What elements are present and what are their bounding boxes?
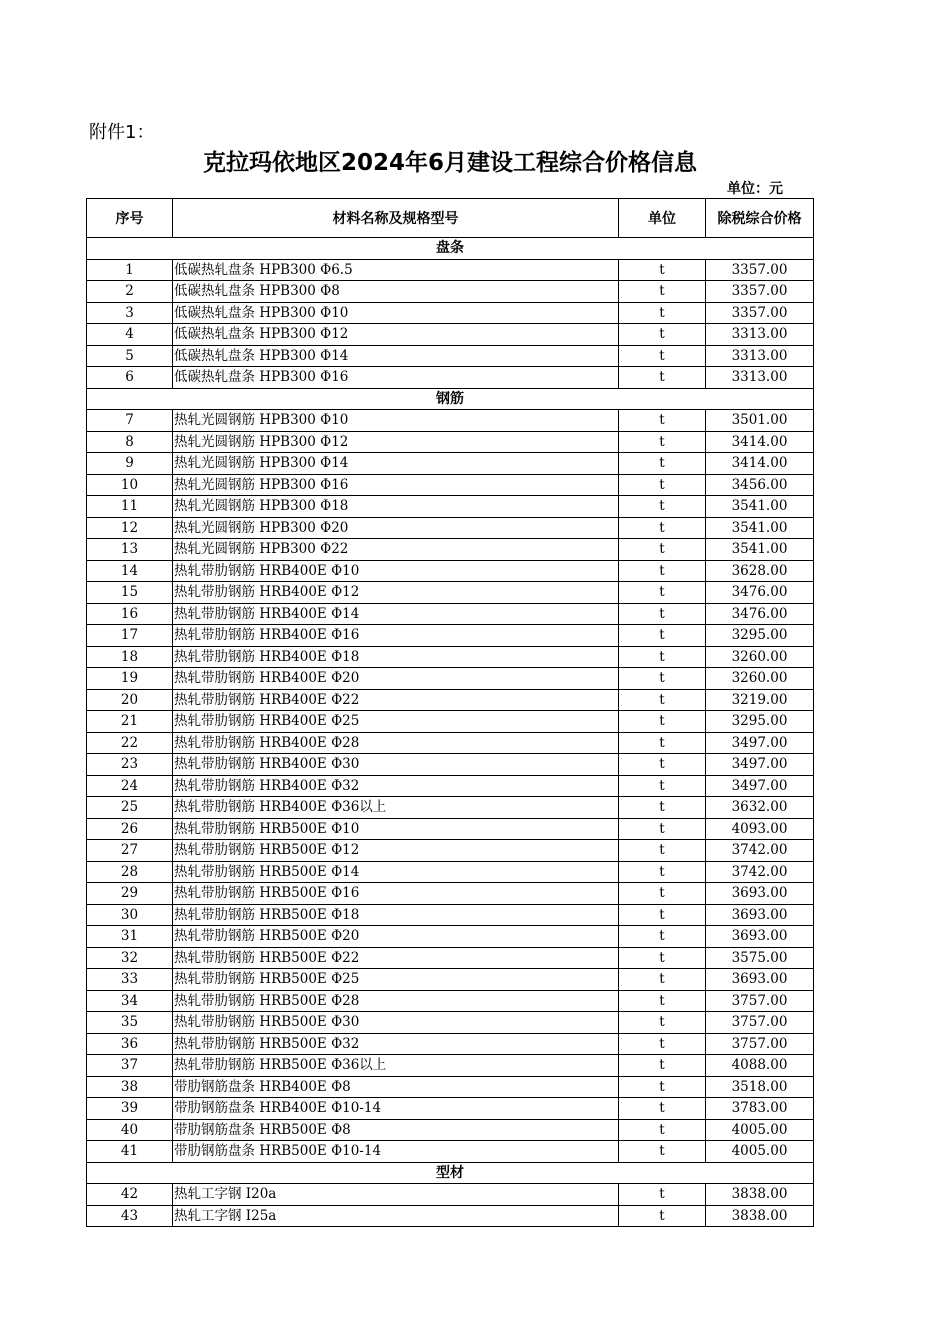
price-cell: 3260.00 (706, 668, 814, 690)
material-name-cell: 热轧带肋钢筋 HRB400E Φ14 (173, 603, 619, 625)
row-number-cell: 31 (87, 926, 173, 948)
row-number-cell: 7 (87, 410, 173, 432)
material-name-cell: 热轧带肋钢筋 HRB500E Φ22 (173, 947, 619, 969)
unit-cell: t (619, 754, 706, 776)
material-name-cell: 低碳热轧盘条 HPB300 Φ10 (173, 302, 619, 324)
price-cell: 3476.00 (706, 603, 814, 625)
table-row (87, 324, 814, 346)
price-cell: 3414.00 (706, 431, 814, 453)
table-row (87, 1033, 814, 1055)
material-name-cell: 热轧光圆钢筋 HPB300 Φ22 (173, 539, 619, 561)
table-row (87, 926, 814, 948)
table-row (87, 646, 814, 668)
row-number-cell: 9 (87, 453, 173, 475)
table-row (87, 1141, 814, 1163)
row-number-cell: 14 (87, 560, 173, 582)
unit-cell: t (619, 711, 706, 733)
table-row (87, 1012, 814, 1034)
unit-cell: t (619, 861, 706, 883)
table-row (87, 990, 814, 1012)
price-cell: 3518.00 (706, 1076, 814, 1098)
table-row (87, 1205, 814, 1227)
price-cell: 3295.00 (706, 711, 814, 733)
unit-cell: t (619, 926, 706, 948)
table-row (87, 302, 814, 324)
row-number-cell: 6 (87, 367, 173, 389)
table-row (87, 969, 814, 991)
price-cell: 3693.00 (706, 969, 814, 991)
price-cell: 3313.00 (706, 345, 814, 367)
unit-cell: t (619, 1098, 706, 1120)
price-cell: 3838.00 (706, 1205, 814, 1227)
price-cell: 3693.00 (706, 883, 814, 905)
price-cell: 3632.00 (706, 797, 814, 819)
price-cell: 4005.00 (706, 1119, 814, 1141)
material-name-cell: 热轧带肋钢筋 HRB400E Φ32 (173, 775, 619, 797)
row-number-cell: 19 (87, 668, 173, 690)
row-number-cell: 43 (87, 1205, 173, 1227)
table-row (87, 732, 814, 754)
material-name-cell: 热轧光圆钢筋 HPB300 Φ16 (173, 474, 619, 496)
row-number-cell: 17 (87, 625, 173, 647)
material-name-cell: 热轧带肋钢筋 HRB500E Φ18 (173, 904, 619, 926)
row-number-cell: 27 (87, 840, 173, 862)
material-name-cell: 热轧带肋钢筋 HRB500E Φ10 (173, 818, 619, 840)
unit-cell: t (619, 1012, 706, 1034)
price-cell: 3313.00 (706, 324, 814, 346)
row-number-cell: 16 (87, 603, 173, 625)
unit-cell: t (619, 904, 706, 926)
material-name-cell: 热轧工字钢 I25a (173, 1205, 619, 1227)
price-cell: 3357.00 (706, 281, 814, 303)
unit-cell: t (619, 431, 706, 453)
material-name-cell: 带肋钢筋盘条 HRB400E Φ8 (173, 1076, 619, 1098)
table-row (87, 754, 814, 776)
table-row (87, 775, 814, 797)
table-row (87, 410, 814, 432)
material-name-cell: 热轧光圆钢筋 HPB300 Φ12 (173, 431, 619, 453)
material-name-cell: 热轧带肋钢筋 HRB500E Φ36以上 (173, 1055, 619, 1077)
price-cell: 3456.00 (706, 474, 814, 496)
price-cell: 3414.00 (706, 453, 814, 475)
row-number-cell: 42 (87, 1184, 173, 1206)
row-number-cell: 33 (87, 969, 173, 991)
price-cell: 3260.00 (706, 646, 814, 668)
unit-cell: t (619, 324, 706, 346)
unit-cell: t (619, 1076, 706, 1098)
unit-cell: t (619, 990, 706, 1012)
unit-cell: t (619, 883, 706, 905)
table-row (87, 367, 814, 389)
unit-cell: t (619, 560, 706, 582)
unit-cell: t (619, 582, 706, 604)
price-cell: 3313.00 (706, 367, 814, 389)
material-name-cell: 热轧带肋钢筋 HRB400E Φ20 (173, 668, 619, 690)
price-cell: 3628.00 (706, 560, 814, 582)
unit-cell: t (619, 410, 706, 432)
table-row (87, 345, 814, 367)
row-number-cell: 12 (87, 517, 173, 539)
material-name-cell: 热轧带肋钢筋 HRB500E Φ30 (173, 1012, 619, 1034)
unit-cell: t (619, 539, 706, 561)
unit-cell: t (619, 474, 706, 496)
table-row (87, 1076, 814, 1098)
row-number-cell: 2 (87, 281, 173, 303)
row-number-cell: 21 (87, 711, 173, 733)
price-cell: 3476.00 (706, 582, 814, 604)
price-cell: 3219.00 (706, 689, 814, 711)
row-number-cell: 25 (87, 797, 173, 819)
row-number-cell: 40 (87, 1119, 173, 1141)
unit-cell: t (619, 281, 706, 303)
material-name-cell: 低碳热轧盘条 HPB300 Φ6.5 (173, 259, 619, 281)
price-cell: 3742.00 (706, 861, 814, 883)
table-row (87, 281, 814, 303)
row-number-cell: 11 (87, 496, 173, 518)
material-name-cell: 低碳热轧盘条 HPB300 Φ12 (173, 324, 619, 346)
row-number-cell: 41 (87, 1141, 173, 1163)
price-cell: 3693.00 (706, 904, 814, 926)
material-name-cell: 热轧光圆钢筋 HPB300 Φ14 (173, 453, 619, 475)
table-row (87, 539, 814, 561)
price-cell: 3541.00 (706, 539, 814, 561)
section-row (87, 238, 814, 260)
unit-cell: t (619, 732, 706, 754)
row-number-cell: 5 (87, 345, 173, 367)
unit-cell: t (619, 1055, 706, 1077)
unit-cell: t (619, 947, 706, 969)
price-cell: 4088.00 (706, 1055, 814, 1077)
material-name-cell: 热轧带肋钢筋 HRB500E Φ12 (173, 840, 619, 862)
table-row (87, 496, 814, 518)
row-number-cell: 22 (87, 732, 173, 754)
price-cell: 3575.00 (706, 947, 814, 969)
price-cell: 3757.00 (706, 990, 814, 1012)
price-table (86, 198, 814, 1227)
material-name-cell: 热轧光圆钢筋 HPB300 Φ10 (173, 410, 619, 432)
price-cell: 3757.00 (706, 1012, 814, 1034)
price-cell: 3693.00 (706, 926, 814, 948)
table-row (87, 904, 814, 926)
price-cell: 3497.00 (706, 775, 814, 797)
row-number-cell: 4 (87, 324, 173, 346)
unit-cell: t (619, 1141, 706, 1163)
material-name-cell: 热轧带肋钢筋 HRB500E Φ25 (173, 969, 619, 991)
attachment-label: 附件1： (89, 122, 155, 143)
material-name-cell: 热轧光圆钢筋 HPB300 Φ18 (173, 496, 619, 518)
section-title: 型材 (87, 1162, 814, 1184)
price-cell: 3742.00 (706, 840, 814, 862)
table-body (87, 238, 814, 1227)
section-title: 钢筋 (87, 388, 814, 410)
material-name-cell: 热轧带肋钢筋 HRB400E Φ25 (173, 711, 619, 733)
material-name-cell: 热轧带肋钢筋 HRB400E Φ18 (173, 646, 619, 668)
table-row (87, 625, 814, 647)
table-row (87, 797, 814, 819)
table-row (87, 1098, 814, 1120)
table-row (87, 474, 814, 496)
row-number-cell: 26 (87, 818, 173, 840)
price-cell: 3497.00 (706, 754, 814, 776)
unit-cell: t (619, 1033, 706, 1055)
material-name-cell: 热轧带肋钢筋 HRB400E Φ36以上 (173, 797, 619, 819)
material-name-cell: 热轧带肋钢筋 HRB500E Φ20 (173, 926, 619, 948)
unit-cell: t (619, 840, 706, 862)
material-name-cell: 热轧带肋钢筋 HRB400E Φ12 (173, 582, 619, 604)
price-cell: 3357.00 (706, 259, 814, 281)
price-cell: 3541.00 (706, 496, 814, 518)
row-number-cell: 32 (87, 947, 173, 969)
section-row (87, 388, 814, 410)
row-number-cell: 20 (87, 689, 173, 711)
price-cell: 3838.00 (706, 1184, 814, 1206)
material-name-cell: 低碳热轧盘条 HPB300 Φ8 (173, 281, 619, 303)
unit-cell: t (619, 345, 706, 367)
table-header-row (87, 199, 814, 238)
row-number-cell: 34 (87, 990, 173, 1012)
row-number-cell: 3 (87, 302, 173, 324)
table-row (87, 947, 814, 969)
table-row (87, 603, 814, 625)
price-cell: 3541.00 (706, 517, 814, 539)
material-name-cell: 低碳热轧盘条 HPB300 Φ16 (173, 367, 619, 389)
material-name-cell: 带肋钢筋盘条 HRB500E Φ10-14 (173, 1141, 619, 1163)
material-name-cell: 热轧带肋钢筋 HRB500E Φ16 (173, 883, 619, 905)
price-cell: 3501.00 (706, 410, 814, 432)
row-number-cell: 39 (87, 1098, 173, 1120)
material-name-cell: 热轧带肋钢筋 HRB500E Φ32 (173, 1033, 619, 1055)
row-number-cell: 35 (87, 1012, 173, 1034)
column-header-name: 材料名称及规格型号 (173, 199, 619, 238)
table-row (87, 689, 814, 711)
material-name-cell: 热轧带肋钢筋 HRB500E Φ28 (173, 990, 619, 1012)
row-number-cell: 37 (87, 1055, 173, 1077)
table-row (87, 861, 814, 883)
unit-cell: t (619, 1205, 706, 1227)
column-header-unit: 单位 (619, 199, 706, 238)
row-number-cell: 36 (87, 1033, 173, 1055)
column-header-no: 序号 (87, 199, 173, 238)
table-row (87, 582, 814, 604)
row-number-cell: 1 (87, 259, 173, 281)
row-number-cell: 28 (87, 861, 173, 883)
material-name-cell: 热轧带肋钢筋 HRB400E Φ28 (173, 732, 619, 754)
table-row (87, 711, 814, 733)
unit-cell: t (619, 259, 706, 281)
table-row (87, 840, 814, 862)
material-name-cell: 热轧带肋钢筋 HRB500E Φ14 (173, 861, 619, 883)
price-cell: 4005.00 (706, 1141, 814, 1163)
price-cell: 3757.00 (706, 1033, 814, 1055)
column-header-price: 除税综合价格 (706, 199, 814, 238)
row-number-cell: 15 (87, 582, 173, 604)
table-row (87, 668, 814, 690)
unit-cell: t (619, 302, 706, 324)
unit-cell: t (619, 496, 706, 518)
material-name-cell: 低碳热轧盘条 HPB300 Φ14 (173, 345, 619, 367)
table-row (87, 517, 814, 539)
unit-cell: t (619, 603, 706, 625)
material-name-cell: 热轧工字钢 I20a (173, 1184, 619, 1206)
table-row (87, 818, 814, 840)
material-name-cell: 热轧带肋钢筋 HRB400E Φ10 (173, 560, 619, 582)
unit-cell: t (619, 625, 706, 647)
price-cell: 3783.00 (706, 1098, 814, 1120)
unit-cell: t (619, 775, 706, 797)
table-row (87, 1119, 814, 1141)
table-row (87, 883, 814, 905)
material-name-cell: 热轧带肋钢筋 HRB400E Φ30 (173, 754, 619, 776)
unit-cell: t (619, 689, 706, 711)
table-row (87, 259, 814, 281)
unit-cell: t (619, 517, 706, 539)
material-name-cell: 热轧带肋钢筋 HRB400E Φ22 (173, 689, 619, 711)
unit-note: 单位：元 (727, 181, 783, 197)
unit-cell: t (619, 367, 706, 389)
unit-cell: t (619, 646, 706, 668)
unit-cell: t (619, 1184, 706, 1206)
row-number-cell: 30 (87, 904, 173, 926)
table-row (87, 1184, 814, 1206)
row-number-cell: 24 (87, 775, 173, 797)
row-number-cell: 13 (87, 539, 173, 561)
unit-cell: t (619, 453, 706, 475)
row-number-cell: 8 (87, 431, 173, 453)
unit-cell: t (619, 668, 706, 690)
material-name-cell: 热轧光圆钢筋 HPB300 Φ20 (173, 517, 619, 539)
price-cell: 4093.00 (706, 818, 814, 840)
table-row (87, 1055, 814, 1077)
material-name-cell: 带肋钢筋盘条 HRB400E Φ10-14 (173, 1098, 619, 1120)
section-row (87, 1162, 814, 1184)
table-row (87, 453, 814, 475)
price-cell: 3497.00 (706, 732, 814, 754)
unit-cell: t (619, 797, 706, 819)
unit-cell: t (619, 818, 706, 840)
row-number-cell: 38 (87, 1076, 173, 1098)
row-number-cell: 29 (87, 883, 173, 905)
section-title: 盘条 (87, 238, 814, 260)
row-number-cell: 10 (87, 474, 173, 496)
row-number-cell: 18 (87, 646, 173, 668)
price-cell: 3357.00 (706, 302, 814, 324)
row-number-cell: 23 (87, 754, 173, 776)
price-cell: 3295.00 (706, 625, 814, 647)
material-name-cell: 带肋钢筋盘条 HRB500E Φ8 (173, 1119, 619, 1141)
table-row (87, 431, 814, 453)
unit-cell: t (619, 1119, 706, 1141)
material-name-cell: 热轧带肋钢筋 HRB400E Φ16 (173, 625, 619, 647)
unit-cell: t (619, 969, 706, 991)
page-title: 克拉玛依地区2024年6月建设工程综合价格信息 (202, 150, 698, 176)
table-row (87, 560, 814, 582)
